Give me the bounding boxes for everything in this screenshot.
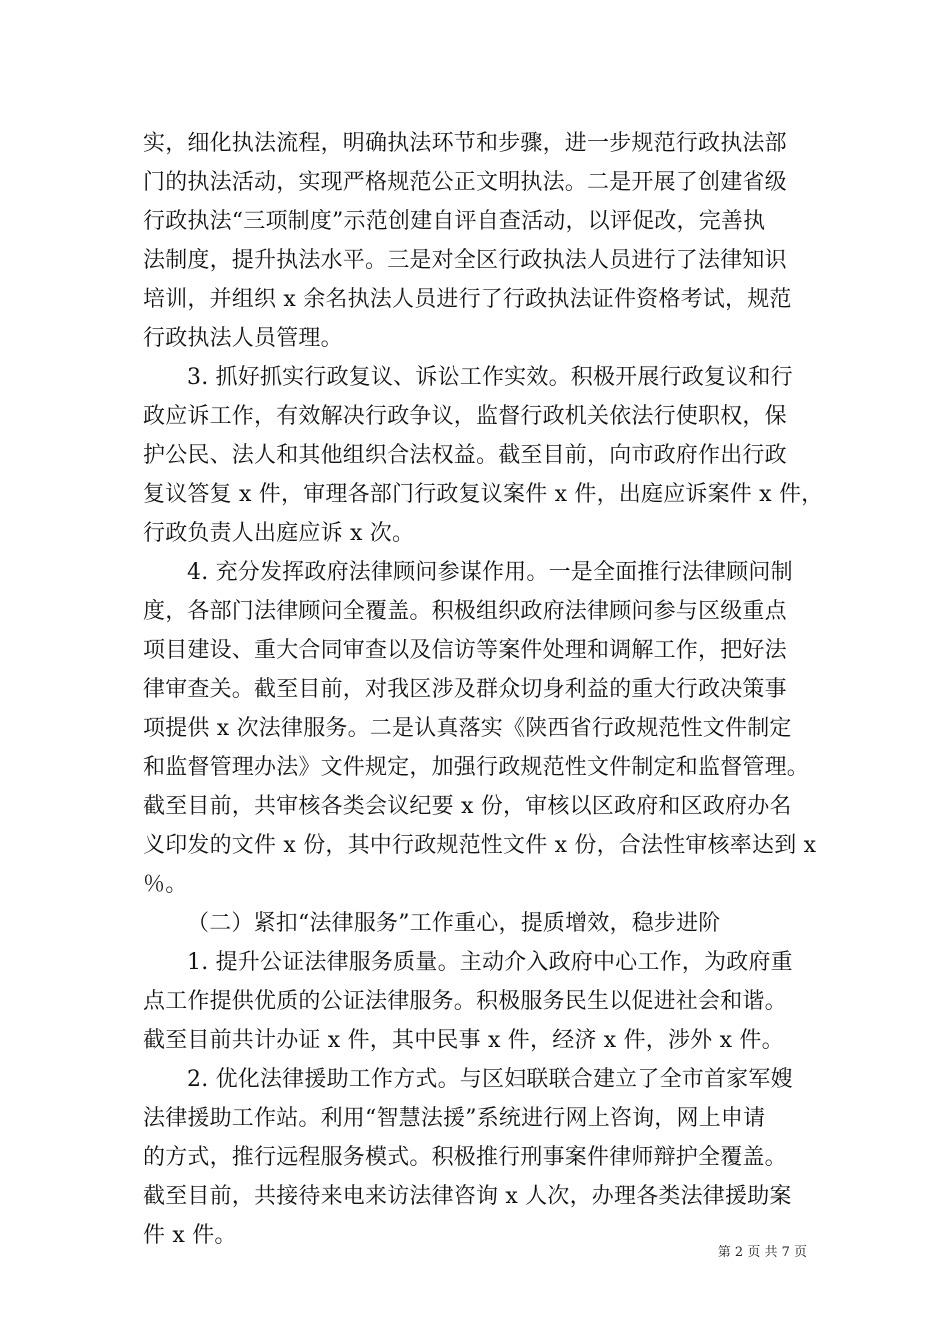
text-line: 实，细化执法流程，明确执法环节和步骤，进一步规范行政执法部 (143, 131, 787, 156)
text-line: ％。 (143, 872, 188, 897)
paragraph-heading: 4. 充分发挥政府法律顾问参谋作用。一是全面推行法律顾问制 (187, 560, 793, 585)
text-line: 法制度，提升执法水平。三是对全区行政执法人员进行了法律知识 (143, 248, 787, 273)
text-line: 截至目前共计办证 x 件，其中民事 x 件，经济 x 件，涉外 x 件。 (143, 1028, 784, 1053)
text-line: 护公民、法人和其他组织合法权益。截至目前，向市政府作出行政 (143, 443, 787, 468)
text-line: 培训，并组织 x 余名执法人员进行了行政执法证件资格考试，规范 (143, 287, 792, 312)
text-line: 行政执法人员管理。 (143, 326, 343, 351)
text-line: 行政负责人出庭应诉 x 次。 (143, 521, 415, 546)
text-line: 义印发的文件 x 份，其中行政规范性文件 x 份，合法性审核率达到 x (143, 833, 817, 858)
page-number: 第 2 页 共 7 页 (717, 1245, 807, 1260)
text-line: 点工作提供优质的公证法律服务。积极服务民生以促进社会和谐。 (143, 989, 787, 1014)
text-line: 门的执法活动，实现严格规范公正文明执法。二是开展了创建省级 (143, 170, 787, 195)
paragraph-heading: 3. 抓好抓实行政复议、诉讼工作实效。积极开展行政复议和行 (187, 365, 793, 390)
text-line: 度，各部门法律顾问全覆盖。积极组织政府法律顾问参与区级重点 (143, 599, 787, 624)
paragraph-heading: 1. 提升公证法律服务质量。主动介入政府中心工作，为政府重 (187, 950, 793, 975)
section-heading: （二）紧扣“法律服务”工作重心，提质增效，稳步进阶 (187, 911, 721, 936)
text-line: 政应诉工作，有效解决行政争议，监督行政机关依法行使职权，保 (143, 404, 787, 429)
text-line: 件 x 件。 (143, 1223, 237, 1248)
text-line: 截至目前，共接待来电来访法律咨询 x 人次，办理各类法律援助案 (143, 1184, 792, 1209)
text-line: 的方式，推行远程服务模式。积极推行刑事案件律师辩护全覆盖。 (143, 1145, 787, 1170)
paragraph-heading: 2. 优化法律援助工作方式。与区妇联联合建立了全市首家军嫂 (187, 1067, 793, 1092)
text-line: 复议答复 x 件，审理各部门行政复议案件 x 件，出庭应诉案件 x 件， (143, 482, 824, 507)
text-line: 截至目前，共审核各类会议纪要 x 份，审核以区政府和区政府办名 (143, 794, 792, 819)
text-line: 项提供 x 次法律服务。二是认真落实《陕西省行政规范性文件制定 (143, 716, 792, 741)
text-line: 法律援助工作站。利用“智慧法援”系统进行网上咨询，网上申请 (143, 1106, 766, 1131)
text-line: 行政执法“三项制度”示范创建自评自查活动，以评促改，完善执 (143, 209, 766, 234)
text-line: 和监督管理办法》文件规定，加强行政规范性文件制定和监督管理。 (143, 755, 810, 780)
text-line: 律审查关。截至目前，对我区涉及群众切身利益的重大行政决策事 (143, 677, 787, 702)
text-line: 项目建设、重大合同审查以及信访等案件处理和调解工作，把好法 (143, 638, 787, 663)
